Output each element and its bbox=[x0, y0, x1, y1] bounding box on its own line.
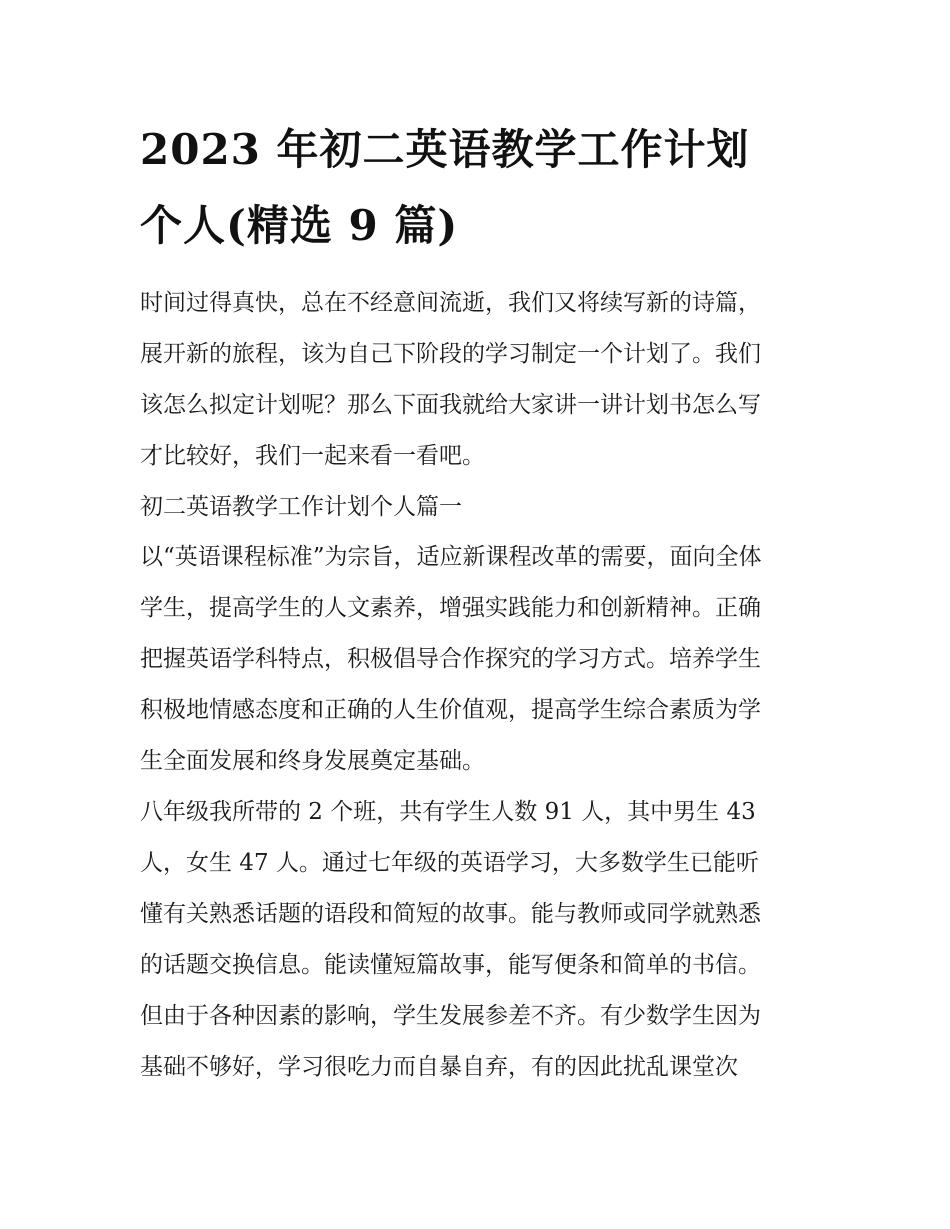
text-line: 生全面发展和终身发展奠定基础。 bbox=[140, 748, 485, 774]
text-line: 基础不够好，学习很吃力而自暴自弃，有的因此扰乱课堂次 bbox=[140, 1054, 738, 1080]
text-line: 八年级我所带的 2 个班，共有学生人数 91 人，其中男生 43 bbox=[140, 799, 756, 825]
title-line: 2023 年初二英语教学工作计划 bbox=[140, 125, 750, 174]
text-line: 以“英语课程标准”为宗旨，适应新课程改革的需要，面向全体 bbox=[140, 544, 762, 570]
page-title bbox=[140, 112, 820, 264]
intro-paragraph bbox=[140, 278, 830, 482]
text-line: 懂有关熟悉话题的语段和简短的故事。能与教师或同学就熟悉 bbox=[140, 901, 761, 927]
text-line: 该怎么拟定计划呢？那么下面我就给大家讲一讲计划书怎么写 bbox=[140, 392, 761, 418]
text-line: 展开新的旅程，该为自己下阶段的学习制定一个计划了。我们 bbox=[140, 341, 761, 367]
text-line: 积极地情感态度和正确的人生价值观，提高学生综合素质为学 bbox=[140, 697, 761, 723]
text-line: 人，女生 47 人。通过七年级的英语学习，大多数学生已能听 bbox=[140, 850, 759, 876]
section-heading-text: 初二英语教学工作计划个人篇一 bbox=[140, 494, 462, 520]
text-line: 才比较好，我们一起来看一看吧。 bbox=[140, 443, 485, 469]
text-line: 的话题交换信息。能读懂短篇故事，能写便条和简单的书信。 bbox=[140, 952, 761, 978]
title-line: 个人(精选 9 篇) bbox=[140, 201, 459, 250]
paragraph bbox=[140, 532, 830, 787]
text-line: 时间过得真快，总在不经意间流逝，我们又将续写新的诗篇， bbox=[140, 290, 761, 316]
section-heading bbox=[140, 482, 830, 532]
text-line: 把握英语学科特点，积极倡导合作探究的学习方式。培养学生 bbox=[140, 646, 761, 672]
document-body bbox=[140, 278, 830, 1093]
text-line: 学生，提高学生的人文素养，增强实践能力和创新精神。正确 bbox=[140, 595, 761, 621]
paragraph bbox=[140, 787, 830, 1093]
text-line: 但由于各种因素的影响，学生发展参差不齐。有少数学生因为 bbox=[140, 1003, 761, 1029]
